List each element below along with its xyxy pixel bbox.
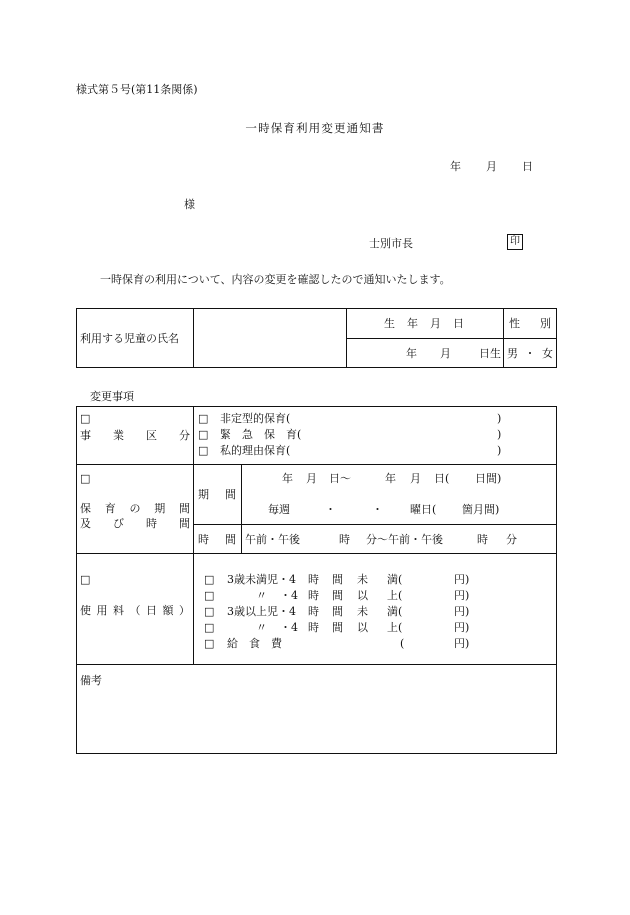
addressee-suffix: 様 bbox=[184, 198, 195, 211]
date-month-label: 月 bbox=[486, 160, 497, 173]
checkbox-business[interactable]: □ bbox=[80, 412, 91, 425]
jikan-label: 時 間 bbox=[198, 533, 236, 546]
checkbox-fee-meals[interactable]: □ bbox=[204, 637, 215, 650]
remarks-label: 備考 bbox=[80, 674, 102, 687]
checkbox-fee-under3-long[interactable]: □ bbox=[204, 589, 215, 602]
birth-date-header: 生 年 月 日 bbox=[384, 317, 464, 330]
notice-message: 一時保育の利用について、内容の変更を確認したので通知いたします。 bbox=[100, 273, 451, 286]
checkbox-fee-over3-short[interactable]: □ bbox=[204, 605, 215, 618]
checkbox-fee-under3-short[interactable]: □ bbox=[204, 573, 215, 586]
changes-section-label: 変更事項 bbox=[90, 390, 134, 403]
birth-month: 月 bbox=[440, 347, 451, 360]
checkbox-fee[interactable]: □ bbox=[80, 573, 91, 586]
form-number: 様式第５号(第11条関係) bbox=[76, 83, 198, 96]
option-irregular-care: 非定型的保育( bbox=[220, 412, 291, 425]
period-label-line1: 保 育 の 期 間 bbox=[80, 502, 190, 515]
fee-label: 使 用 料 （ 日 額 ） bbox=[80, 604, 190, 617]
sex-header: 性 別 bbox=[509, 317, 551, 330]
sex-options[interactable]: 男 ・ 女 bbox=[507, 347, 553, 360]
checkbox-period[interactable]: □ bbox=[80, 472, 91, 485]
business-category-label: 事 業 区 分 bbox=[80, 429, 190, 442]
document-title: 一時保育利用変更通知書 bbox=[245, 121, 385, 135]
period-label-line2: 及 び 時 間 bbox=[80, 517, 190, 530]
date-day-label: 日 bbox=[522, 160, 533, 173]
mayor-label: 士別市長 bbox=[369, 237, 413, 250]
kikan-label: 期 間 bbox=[198, 488, 236, 501]
checkbox-irregular-care[interactable]: □ bbox=[198, 412, 209, 425]
checkbox-fee-over3-long[interactable]: □ bbox=[204, 621, 215, 634]
birth-day: 日生 bbox=[479, 347, 501, 360]
birth-year: 年 bbox=[406, 347, 417, 360]
date-year-label: 年 bbox=[450, 160, 461, 173]
option-private-care: 私的理由保育( bbox=[220, 444, 291, 457]
checkbox-private-care[interactable]: □ bbox=[198, 444, 209, 457]
child-name-label: 利用する児童の氏名 bbox=[80, 332, 179, 345]
checkbox-emergency-care[interactable]: □ bbox=[198, 428, 209, 441]
option-emergency-care: 緊 急 保 育( bbox=[220, 428, 302, 441]
remarks-field[interactable] bbox=[77, 690, 556, 753]
child-name-field[interactable] bbox=[194, 309, 346, 367]
seal-mark: 印 bbox=[507, 234, 523, 250]
